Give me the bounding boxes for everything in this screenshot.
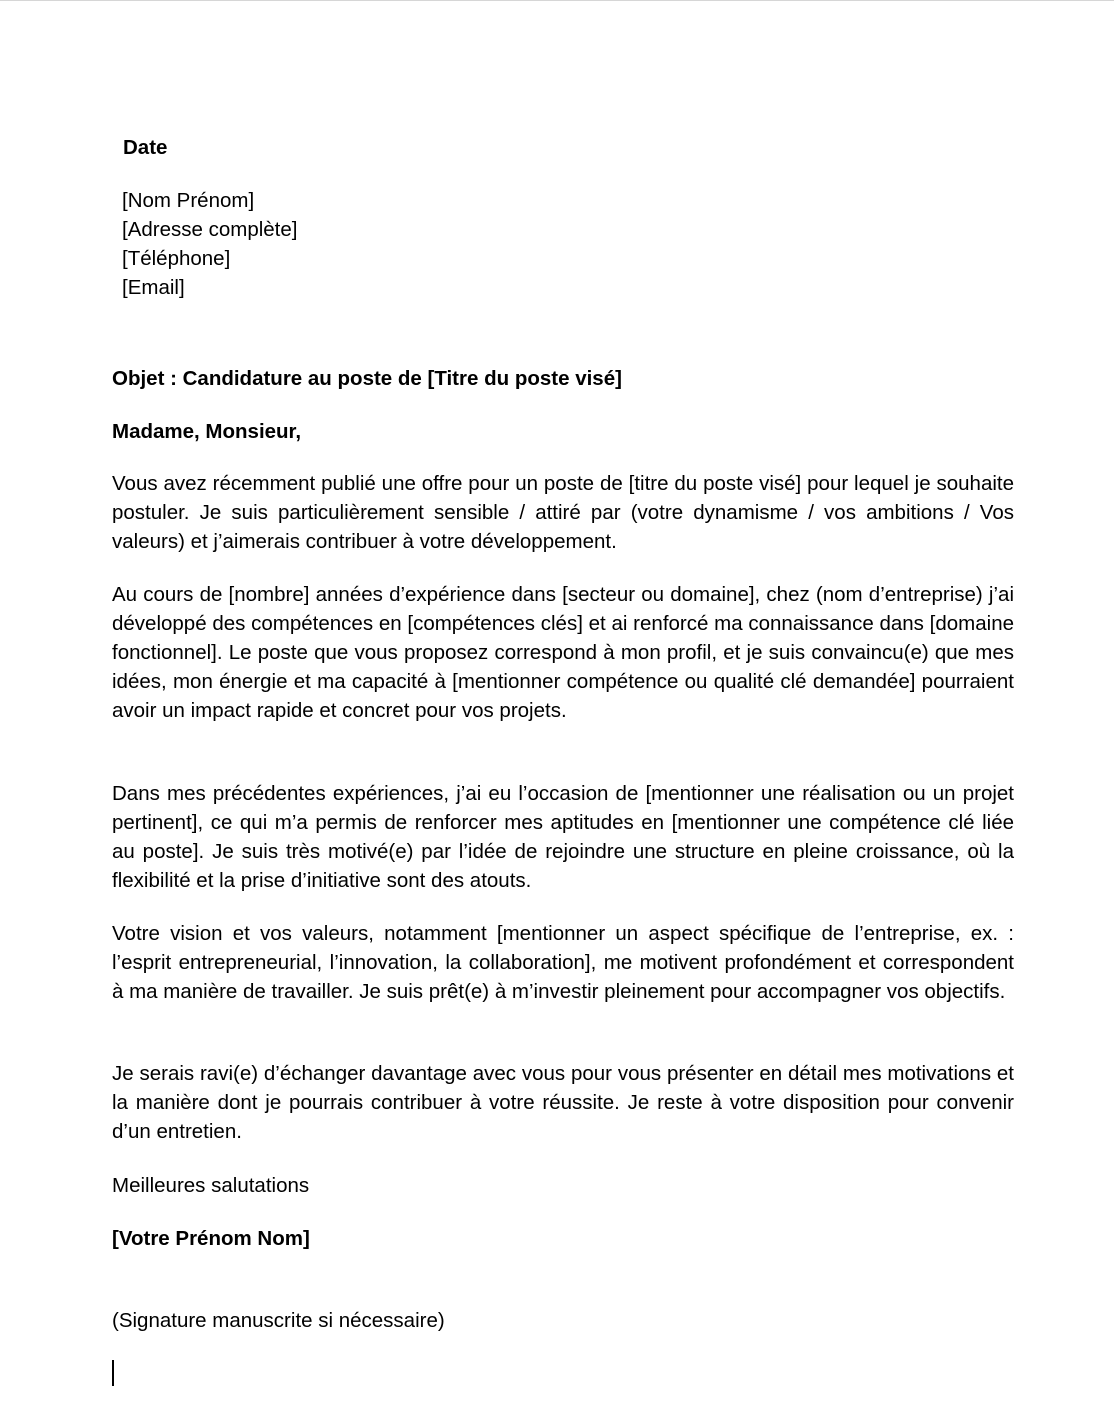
body-paragraph-5[interactable]: Je serais ravi(e) d’échanger davantage avec vous pour vous présenter en détail mes motivations et la manière dont je pourrais contribuer à votre réussite. Je reste à votre disposition pour convenir d’un entretien.	[112, 1062, 1014, 1143]
sender-phone[interactable]: [Téléphone]	[122, 247, 231, 270]
sender-block[interactable]	[122, 186, 297, 302]
body-paragraph-1[interactable]: Vous avez récemment publié une offre pour un poste de [titre du poste visé] pour lequel je souhaite postuler. Je suis particulièrement sensible / attiré par (votre dynamisme / vos ambitions / Vos valeurs) et j’aimerais contribuer à votre développement.	[112, 472, 1014, 553]
sender-email[interactable]: [Email]	[122, 276, 185, 299]
letter-closing[interactable]: Meilleures salutations	[112, 1174, 310, 1197]
top-border	[0, 0, 1114, 1]
date-label[interactable]: Date	[123, 136, 168, 159]
signer-name[interactable]: [Votre Prénom Nom]	[112, 1227, 310, 1250]
sender-name[interactable]: [Nom Prénom]	[122, 189, 255, 212]
text-cursor	[112, 1360, 114, 1386]
body-paragraph-4[interactable]: Votre vision et vos valeurs, notamment [mentionner un aspect spécifique de l’entreprise, ex. : l’esprit entrepreneurial, l’innovation, la collaboration], me motivent profondément et correspondent à ma manière de travailler. Je suis prêt(e) à m’investir pleinement pour accompagner vos objectifs.	[112, 922, 1014, 1003]
signature-note[interactable]: (Signature manuscrite si nécessaire)	[112, 1309, 445, 1332]
letter-subject[interactable]: Objet : Candidature au poste de [Titre du poste visé]	[112, 367, 622, 390]
letter-greeting[interactable]: Madame, Monsieur,	[112, 420, 302, 443]
sender-address[interactable]: [Adresse complète]	[122, 218, 298, 241]
body-paragraph-3[interactable]: Dans mes précédentes expériences, j’ai eu l’occasion de [mentionner une réalisation ou un projet pertinent], ce qui m’a permis de renforcer mes aptitudes en [mentionner une compétence clé liée au poste]. Je suis très motivé(e) par l’idée de rejoindre une structure en pleine croissance, où la flexibilité et la prise d’initiative sont des atouts.	[112, 782, 1014, 892]
body-paragraph-2[interactable]: Au cours de [nombre] années d’expérience dans [secteur ou domaine], chez (nom d’entreprise) j’ai développé des compétences en [compétences clés] et ai renforcé ma connaissance dans [domaine fonctionnel]. Le poste que vous proposez correspond à mon profil, et je suis convaincu(e) que mes idées, mon énergie et ma capacité à [mentionner compétence ou qualité clé demandée] pourraient avoir un impact rapide et concret pour vos projets.	[112, 583, 1014, 722]
